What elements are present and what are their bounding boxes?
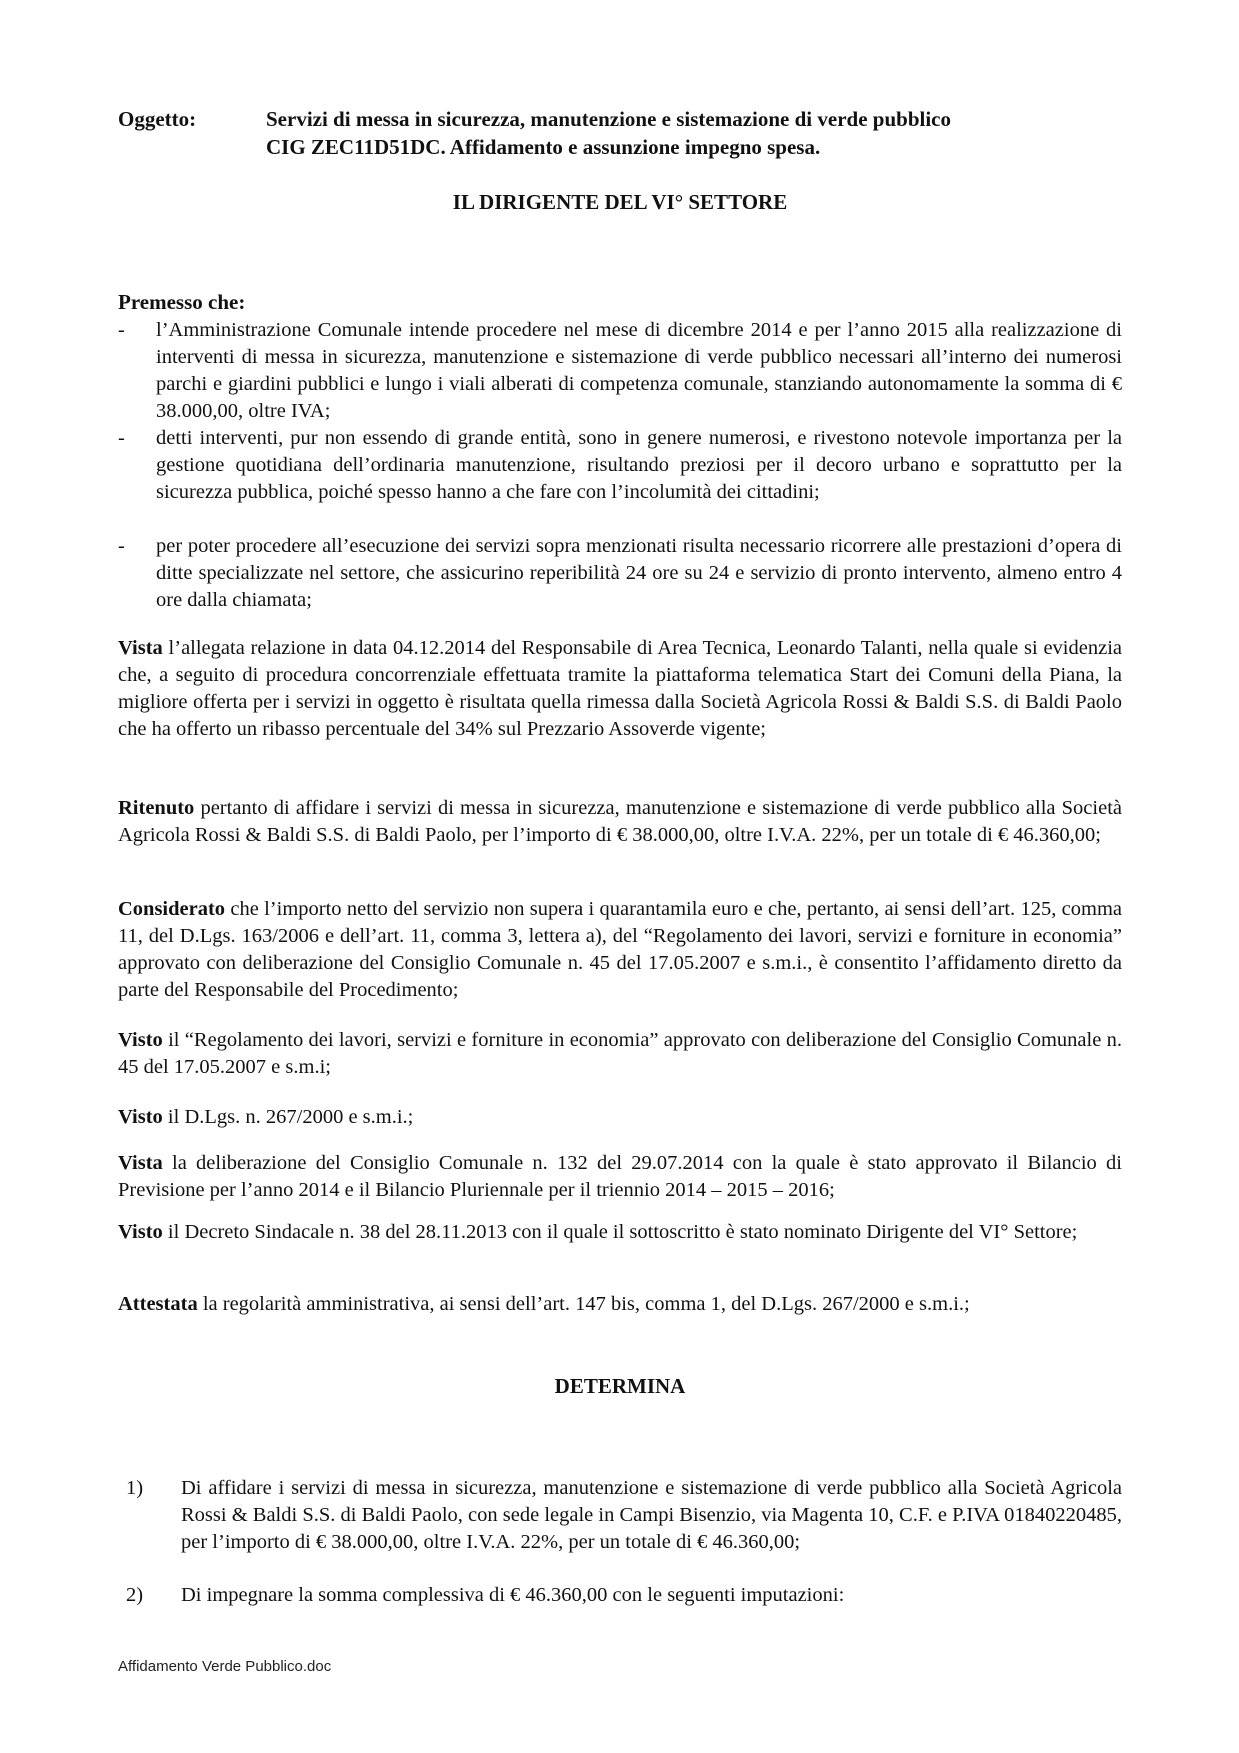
subject-line-1: Servizi di messa in sicurezza, manutenzione e sistemazione di verde pubblico (266, 107, 951, 131)
premesso-title: Premesso che: (118, 290, 246, 314)
paragraph-text: la deliberazione del Consiglio Comunale n. 132 del 29.07.2014 con la quale è stato approvato il Bilancio di Previsione per l’anno 2014 e il Bilancio Pluriennale per il triennio 2014 – 2015 – 2016; (118, 1152, 1122, 1201)
determina-heading: DETERMINA (554, 1374, 686, 1398)
premesso-item-text: detti interventi, pur non essendo di grande entità, sono in genere numerosi, e rivestono notevole importanza per la gestione quotidiana dell’ordinaria manutenzione, risultando preziosi per il decoro urbano e soprattutto per la sicurezza pubblica, poiché spesso hanno a che fare con l’incolumità dei cittadini; (156, 427, 1122, 503)
paragraph-text: che l’importo netto del servizio non supera i quarantamila euro e che, pertanto, ai sensi dell’art. 125, comma 11, del D.Lgs. 163/2006 e dell’art. 11, comma 3, lettera a), del “Regolamento dei lavori, servizi e forniture in economia” approvato con deliberazione del Consiglio Comunale n. 45 del 17.05.2007 e s.m.i., è consentito l’affidamento diretto da parte del Responsabile del Procedimento; (118, 898, 1122, 1001)
item-text: Di affidare i servizi di messa in sicurezza, manutenzione e sistemazione di verde pubblico alla Società Agricola Rossi & Baldi S.S. di Baldi Paolo, con sede legale in Campi Bisenzio, via Magenta 10, C.F. e P.IVA 01840220485, per l’importo di € 38.000,00, oltre I.V.A. 22%, per un totale di € 46.360,00; (181, 1477, 1122, 1553)
paragraph-considerato (118, 896, 1122, 1004)
subject-line-2: CIG ZEC11D51DC. Affidamento e assunzione impegno spesa. (266, 135, 821, 159)
paragraph-lead: Ritenuto (118, 797, 195, 819)
paragraph-lead: Considerato (118, 898, 226, 920)
subject-label: Oggetto: (118, 107, 197, 131)
paragraph-visto-decreto (118, 1219, 1122, 1246)
subject-text (266, 105, 1126, 161)
paragraph-attestata (118, 1291, 1122, 1318)
paragraph-vista-relazione (118, 635, 1122, 743)
bullet-dash: - (118, 319, 125, 341)
paragraph-text: il Decreto Sindacale n. 38 del 28.11.2013 con il quale il sottoscritto è stato nominato Dirigente del VI° Settore; (162, 1221, 1078, 1243)
paragraph-visto-regolamento (118, 1027, 1122, 1081)
paragraph-lead: Vista (118, 637, 163, 659)
paragraph-lead: Attestata (118, 1293, 198, 1315)
paragraph-ritenuto (118, 795, 1122, 849)
paragraph-text: la regolarità amministrativa, ai sensi dell’art. 147 bis, comma 1, del D.Lgs. 267/2000 e s.m.i.; (197, 1293, 970, 1315)
paragraph-lead: Visto (118, 1029, 163, 1051)
paragraph-lead: Vista (118, 1152, 163, 1174)
paragraph-lead: Visto (118, 1221, 163, 1243)
paragraph-text: l’allegata relazione in data 04.12.2014 del Responsabile di Area Tecnica, Leonardo Talanti, nella quale si evidenzia che, a seguito di procedura concorrenziale effettuata tramite la piattaforma telematica Start dei Comuni della Piana, la migliore offerta per i servizi in oggetto è risultata quella rimessa dalla Società Agricola Rossi & Baldi S.S. di Baldi Paolo che ha offerto un ribasso percentuale del 34% sul Prezzario Assoverde vigente; (118, 637, 1122, 740)
paragraph-vista-deliberazione (118, 1150, 1122, 1204)
item-number: 1) (126, 1477, 144, 1499)
item-text: Di impegnare la somma complessiva di € 46.360,00 con le seguenti imputazioni: (181, 1584, 845, 1606)
bullet-dash: - (118, 427, 125, 449)
page-title: IL DIRIGENTE DEL VI° SETTORE (452, 190, 788, 214)
paragraph-text: il “Regolamento dei lavori, servizi e forniture in economia” approvato con deliberazione del Consiglio Comunale n. 45 del 17.05.2007 e s.m.i; (118, 1029, 1122, 1078)
premesso-item-text: l’Amministrazione Comunale intende procedere nel mese di dicembre 2014 e per l’anno 2015 alla realizzazione di interventi di messa in sicurezza, manutenzione e sistemazione di verde pubblico necessari all’interno dei numerosi parchi e giardini pubblici e lungo i viali alberati di competenza comunale, stanziando autonomamente la somma di € 38.000,00, oltre IVA; (156, 319, 1122, 422)
footer-filename: Affidamento Verde Pubblico.doc (118, 1658, 332, 1675)
paragraph-lead: Visto (118, 1106, 163, 1128)
paragraph-text: il D.Lgs. n. 267/2000 e s.m.i.; (162, 1106, 414, 1128)
paragraph-visto-dlgs (118, 1104, 1122, 1131)
item-number: 2) (126, 1584, 144, 1606)
bullet-dash: - (118, 535, 125, 557)
premesso-item-text: per poter procedere all’esecuzione dei servizi sopra menzionati risulta necessario ricorrere alle prestazioni d’opera di ditte specializzate nel settore, che assicurino reperibilità 24 ore su 24 e servizio di pronto intervento, almeno entro 4 ore dalla chiamata; (156, 535, 1122, 611)
paragraph-text: pertanto di affidare i servizi di messa in sicurezza, manutenzione e sistemazione di verde pubblico alla Società Agricola Rossi & Baldi S.S. di Baldi Paolo, per l’importo di € 38.000,00, oltre I.V.A. 22%, per un totale di € 46.360,00; (118, 797, 1122, 846)
